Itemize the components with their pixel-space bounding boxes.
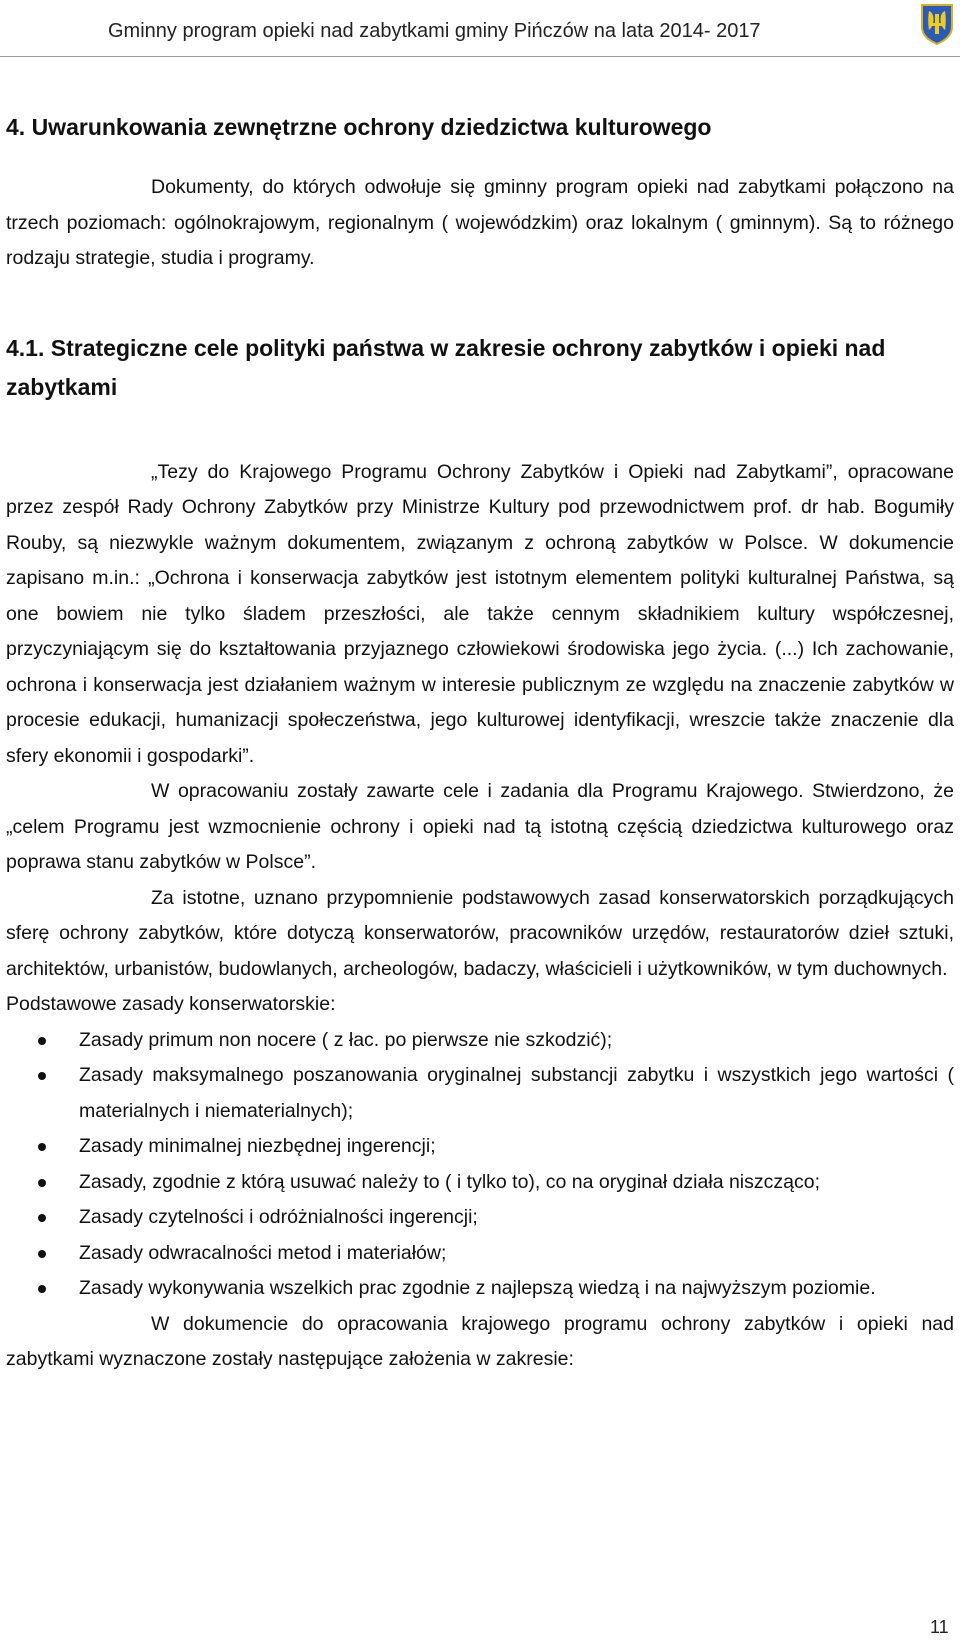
list-item (6, 1023, 954, 1059)
bullet-icon (38, 1285, 46, 1293)
list-item-text: Zasady wykonywania wszelkich prac zgodnie z najlepszą wiedzą i na najwyższym poziomie. (79, 1277, 876, 1299)
closing-paragraph: W dokumencie do opracowania krajowego programu ochrony zabytków i opieki nad zabytkami wyznaczone zostały następujące założenia w zakresie: (6, 1312, 954, 1370)
coat-of-arms-icon (920, 3, 954, 45)
bullet-icon (38, 1143, 46, 1151)
list-intro: Podstawowe zasady konserwatorskie: (6, 993, 336, 1015)
section-heading: 4. Uwarunkowania zewnętrzne ochrony dziedzictwa kulturowego (6, 114, 712, 140)
list-item (6, 1165, 954, 1201)
list-item-text: Zasady minimalnej niezbędnej ingerencji; (79, 1135, 436, 1157)
bullet-icon (38, 1250, 46, 1258)
body-paragraph-tezy: „Tezy do Krajowego Programu Ochrony Zabytków i Opieki nad Zabytkami”, opracowane przez zespół Rady Ochrony Zabytków przy Ministrze Kultury pod przewodnictwem prof. dr hab. Bogumiły Rouby, są niezwykle ważnym dokumentem, związanym z ochroną zabytków w Polsce. W dokumencie zapisano m.in.: „Ochrona i konserwacja zabytków jest istotnym elementem polityki kulturalnej Państwa, są one bowiem nie tylko śladem przeszłości, ale także cennym składnikiem kultury współczesnej, przyczyniającym się do kształtowania przyjaznego człowiekowi środowiska jego życia. (...) Ich zachowanie, ochrona i konserwacja jest działaniem ważnym w interesie publicznym ze względu na znaczenie zabytków w procesie edukacji, humanizacji społeczeństwa, jego kulturowej identyfikacji, wreszcie także znaczenie dla sfery ekonomii i gospodarki”. (6, 460, 954, 767)
principles-list (6, 1023, 954, 1307)
body-paragraph-zasady: Za istotne, uznano przypomnienie podstawowych zasad konserwatorskich porządkujących sferę ochrony zabytków, które dotyczą konserwatorów, pracowników urzędów, restauratorów dzieł sztuki, architektów, urbanistów, budowlanych, archeologów, badaczy, właścicieli i użytkowników, w tym duchownych. (6, 886, 954, 980)
bullet-icon (38, 1214, 46, 1222)
body-paragraph-cele: W opracowaniu zostały zawarte cele i zadania dla Programu Krajowego. Stwierdzono, że „celem Programu jest wzmocnienie ochrony i opieki nad tą istotną częścią dziedzictwa kulturowego oraz poprawa stanu zabytków w Polsce”. (6, 780, 954, 873)
page-number: 11 (930, 1617, 949, 1637)
list-item-text: Zasady primum non nocere ( z łac. po pierwsze nie szkodzić); (79, 1028, 613, 1051)
page-header (0, 0, 960, 57)
list-item (6, 1200, 954, 1236)
list-item (6, 1129, 954, 1165)
list-item (6, 1058, 954, 1129)
list-item-text: Zasady, zgodnie z którą usuwać należy to ( i tylko to), co na oryginał działa niszcząco; (79, 1170, 820, 1193)
bullet-icon (38, 1072, 46, 1080)
subsection-heading: 4.1. Strategiczne cele polityki państwa w zakresie ochrony zabytków i opieki nad zabytkami (6, 334, 886, 400)
list-item (6, 1271, 954, 1307)
list-item-text: Zasady czytelności i odróżnialności ingerencji; (79, 1206, 478, 1228)
document-body (6, 100, 954, 1378)
list-item-text: Zasady maksymalnego poszanowania oryginalnej substancji zabytku i wszystkich jego wartości ( materialnych i niematerialnych); (79, 1064, 954, 1122)
bullet-icon (38, 1179, 46, 1187)
list-item (6, 1236, 954, 1272)
section-intro-paragraph: Dokumenty, do których odwołuje się gminny program opieki nad zabytkami połączono na trzech poziomach: ogólnokrajowym, regionalnym ( wojewódzkim) oraz lokalnym ( gminnym). Są to różnego rodzaju strategie, studia i programy. (6, 176, 954, 269)
header-title: Gminny program opieki nad zabytkami gminy Pińczów na lata 2014- 2017 (108, 20, 761, 42)
bullet-icon (38, 1037, 46, 1045)
list-item-text: Zasady odwracalności metod i materiałów; (79, 1241, 447, 1264)
